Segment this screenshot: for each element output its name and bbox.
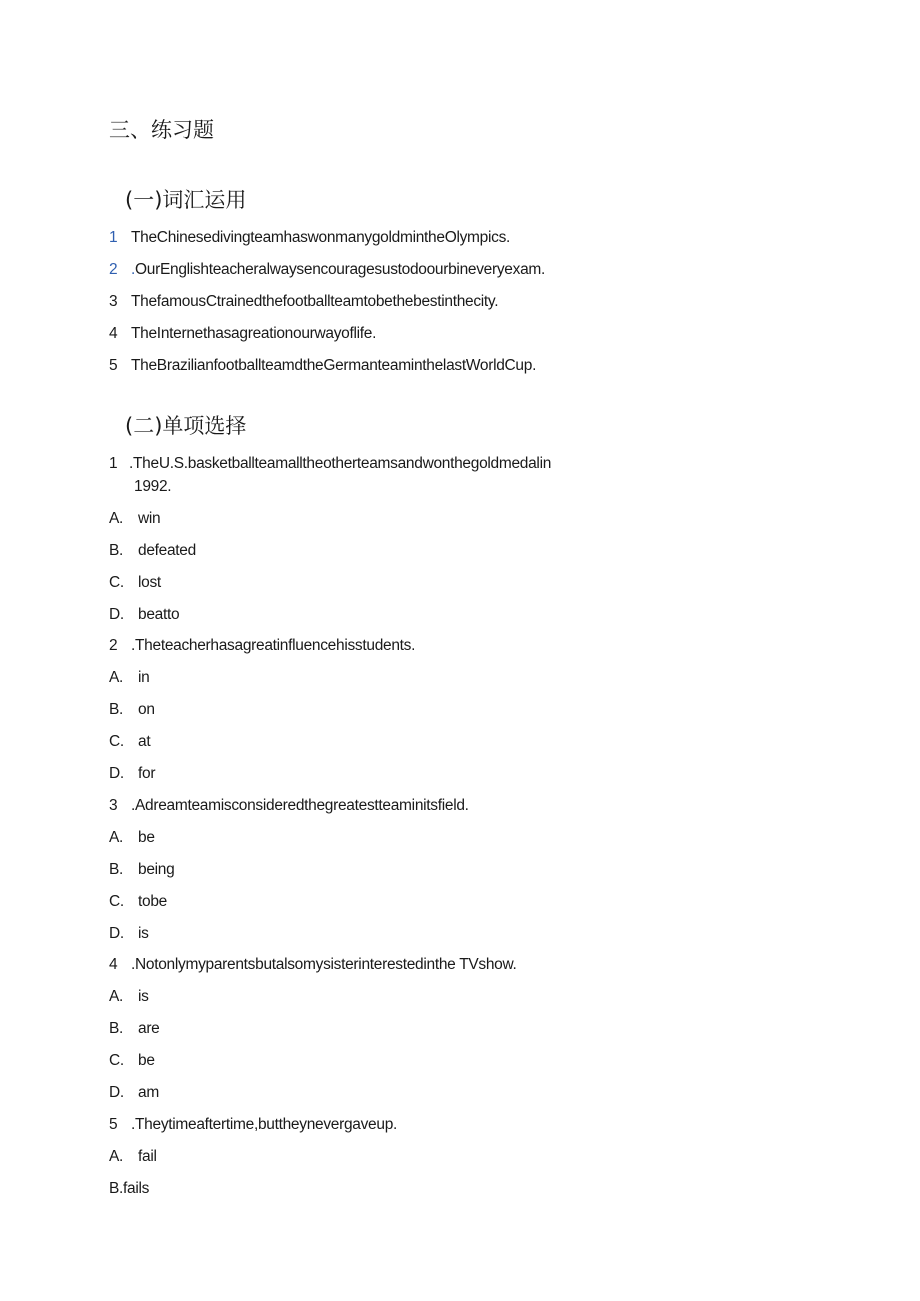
item-text: TheChinesedivingteamhaswonmanygoldmintheOlympics. (131, 229, 511, 246)
option-text: be (138, 1052, 155, 1069)
question (109, 956, 517, 974)
item-text: TheInternethasagreationourwayoflife. (131, 325, 377, 342)
option: B.fails (109, 1180, 150, 1197)
option-text: defeated (138, 542, 196, 559)
option (109, 669, 149, 687)
option-letter: A. (109, 829, 124, 846)
item-number: 2 (109, 261, 118, 278)
option-letter: A. (109, 988, 124, 1005)
option (109, 861, 174, 879)
option-text: fail (138, 1148, 157, 1165)
option-letter: A. (109, 669, 124, 686)
option-text: at (138, 733, 151, 750)
option-letter: C. (109, 893, 124, 910)
option (109, 542, 196, 560)
question (109, 797, 469, 815)
option-text: is (138, 925, 149, 942)
option-text: lost (138, 574, 161, 591)
question-number: 2 (109, 637, 118, 654)
question-number: 4 (109, 956, 118, 973)
option (109, 988, 149, 1006)
option-text: for (138, 765, 156, 782)
option-letter: D. (109, 606, 124, 623)
option-letter: B. (109, 542, 124, 559)
question-text: .Notonlymyparentsbutalsomysisterinterestedinthe TVshow. (131, 956, 517, 973)
question-number: 1 (109, 455, 118, 472)
item-text: TheBrazilianfootballteamdtheGermanteaminthelastWorldCup. (131, 357, 537, 374)
option-letter: C. (109, 574, 124, 591)
option (109, 701, 155, 719)
option (109, 733, 150, 751)
page-title: 三、练习题 (109, 118, 214, 142)
option-letter: B. (109, 861, 124, 878)
item-number: 1 (109, 229, 118, 246)
option-text: being (138, 861, 175, 878)
option-text: on (138, 701, 155, 718)
vocab-item (109, 325, 376, 343)
item-text: OurEnglishteacheralwaysencouragesustodoourbineveryexam. (135, 261, 546, 278)
question-number: 3 (109, 797, 118, 814)
question (109, 1116, 397, 1134)
option-text: is (138, 988, 149, 1005)
option-letter: A. (109, 1148, 124, 1165)
question (109, 455, 551, 473)
option (109, 606, 179, 624)
item-number: 5 (109, 357, 118, 374)
option (109, 1052, 155, 1070)
option-letter: D. (109, 1084, 124, 1101)
option (109, 893, 167, 911)
vocab-item (109, 229, 510, 247)
item-text: ThefamousCtrainedthefootballteamtobethebestinthecity. (131, 293, 499, 310)
vocab-item: 2 .OurEnglishteacheralwaysencouragesustodoourbineveryexam. (109, 261, 546, 278)
option (109, 829, 155, 847)
option-text: in (138, 669, 150, 686)
option-letter: D. (109, 765, 124, 782)
option-letter: B. (109, 701, 124, 718)
option-text: be (138, 829, 155, 846)
vocab-item (109, 357, 536, 375)
question-number: 5 (109, 1116, 118, 1133)
item-number: 4 (109, 325, 118, 342)
option (109, 925, 149, 943)
option-text: win (138, 510, 161, 527)
section-title-vocabulary: (一)词汇运用 (125, 188, 247, 212)
option-text: beatto (138, 606, 180, 623)
option-letter: C. (109, 733, 124, 750)
option-letter: D. (109, 925, 124, 942)
question (109, 637, 415, 655)
option-text: tobe (138, 893, 167, 910)
option-letter: B. (109, 1020, 124, 1037)
option-text: am (138, 1084, 159, 1101)
option-letter: C. (109, 1052, 124, 1069)
section-title-multiple-choice: (二)单项选择 (125, 414, 247, 438)
option (109, 574, 161, 592)
question-text: .Theteacherhasagreatinfluencehisstudents. (131, 637, 416, 654)
option-letter: A. (109, 510, 124, 527)
option-text: are (138, 1020, 160, 1037)
option (109, 1020, 160, 1038)
vocab-item (109, 293, 498, 311)
question-text: .Theytimeaftertime,buttheynevergaveup. (131, 1116, 398, 1133)
item-number: 3 (109, 293, 118, 310)
option (109, 765, 155, 783)
option (109, 510, 160, 528)
question-text: .TheU.S.basketballteamalltheotherteamsandwonthegoldmedalin (129, 455, 552, 472)
option (109, 1084, 159, 1102)
option (109, 1148, 157, 1166)
question-text: .Adreamteamisconsideredthegreatestteaminitsfield. (131, 797, 469, 814)
question-text-continued: 1992. (134, 478, 172, 495)
